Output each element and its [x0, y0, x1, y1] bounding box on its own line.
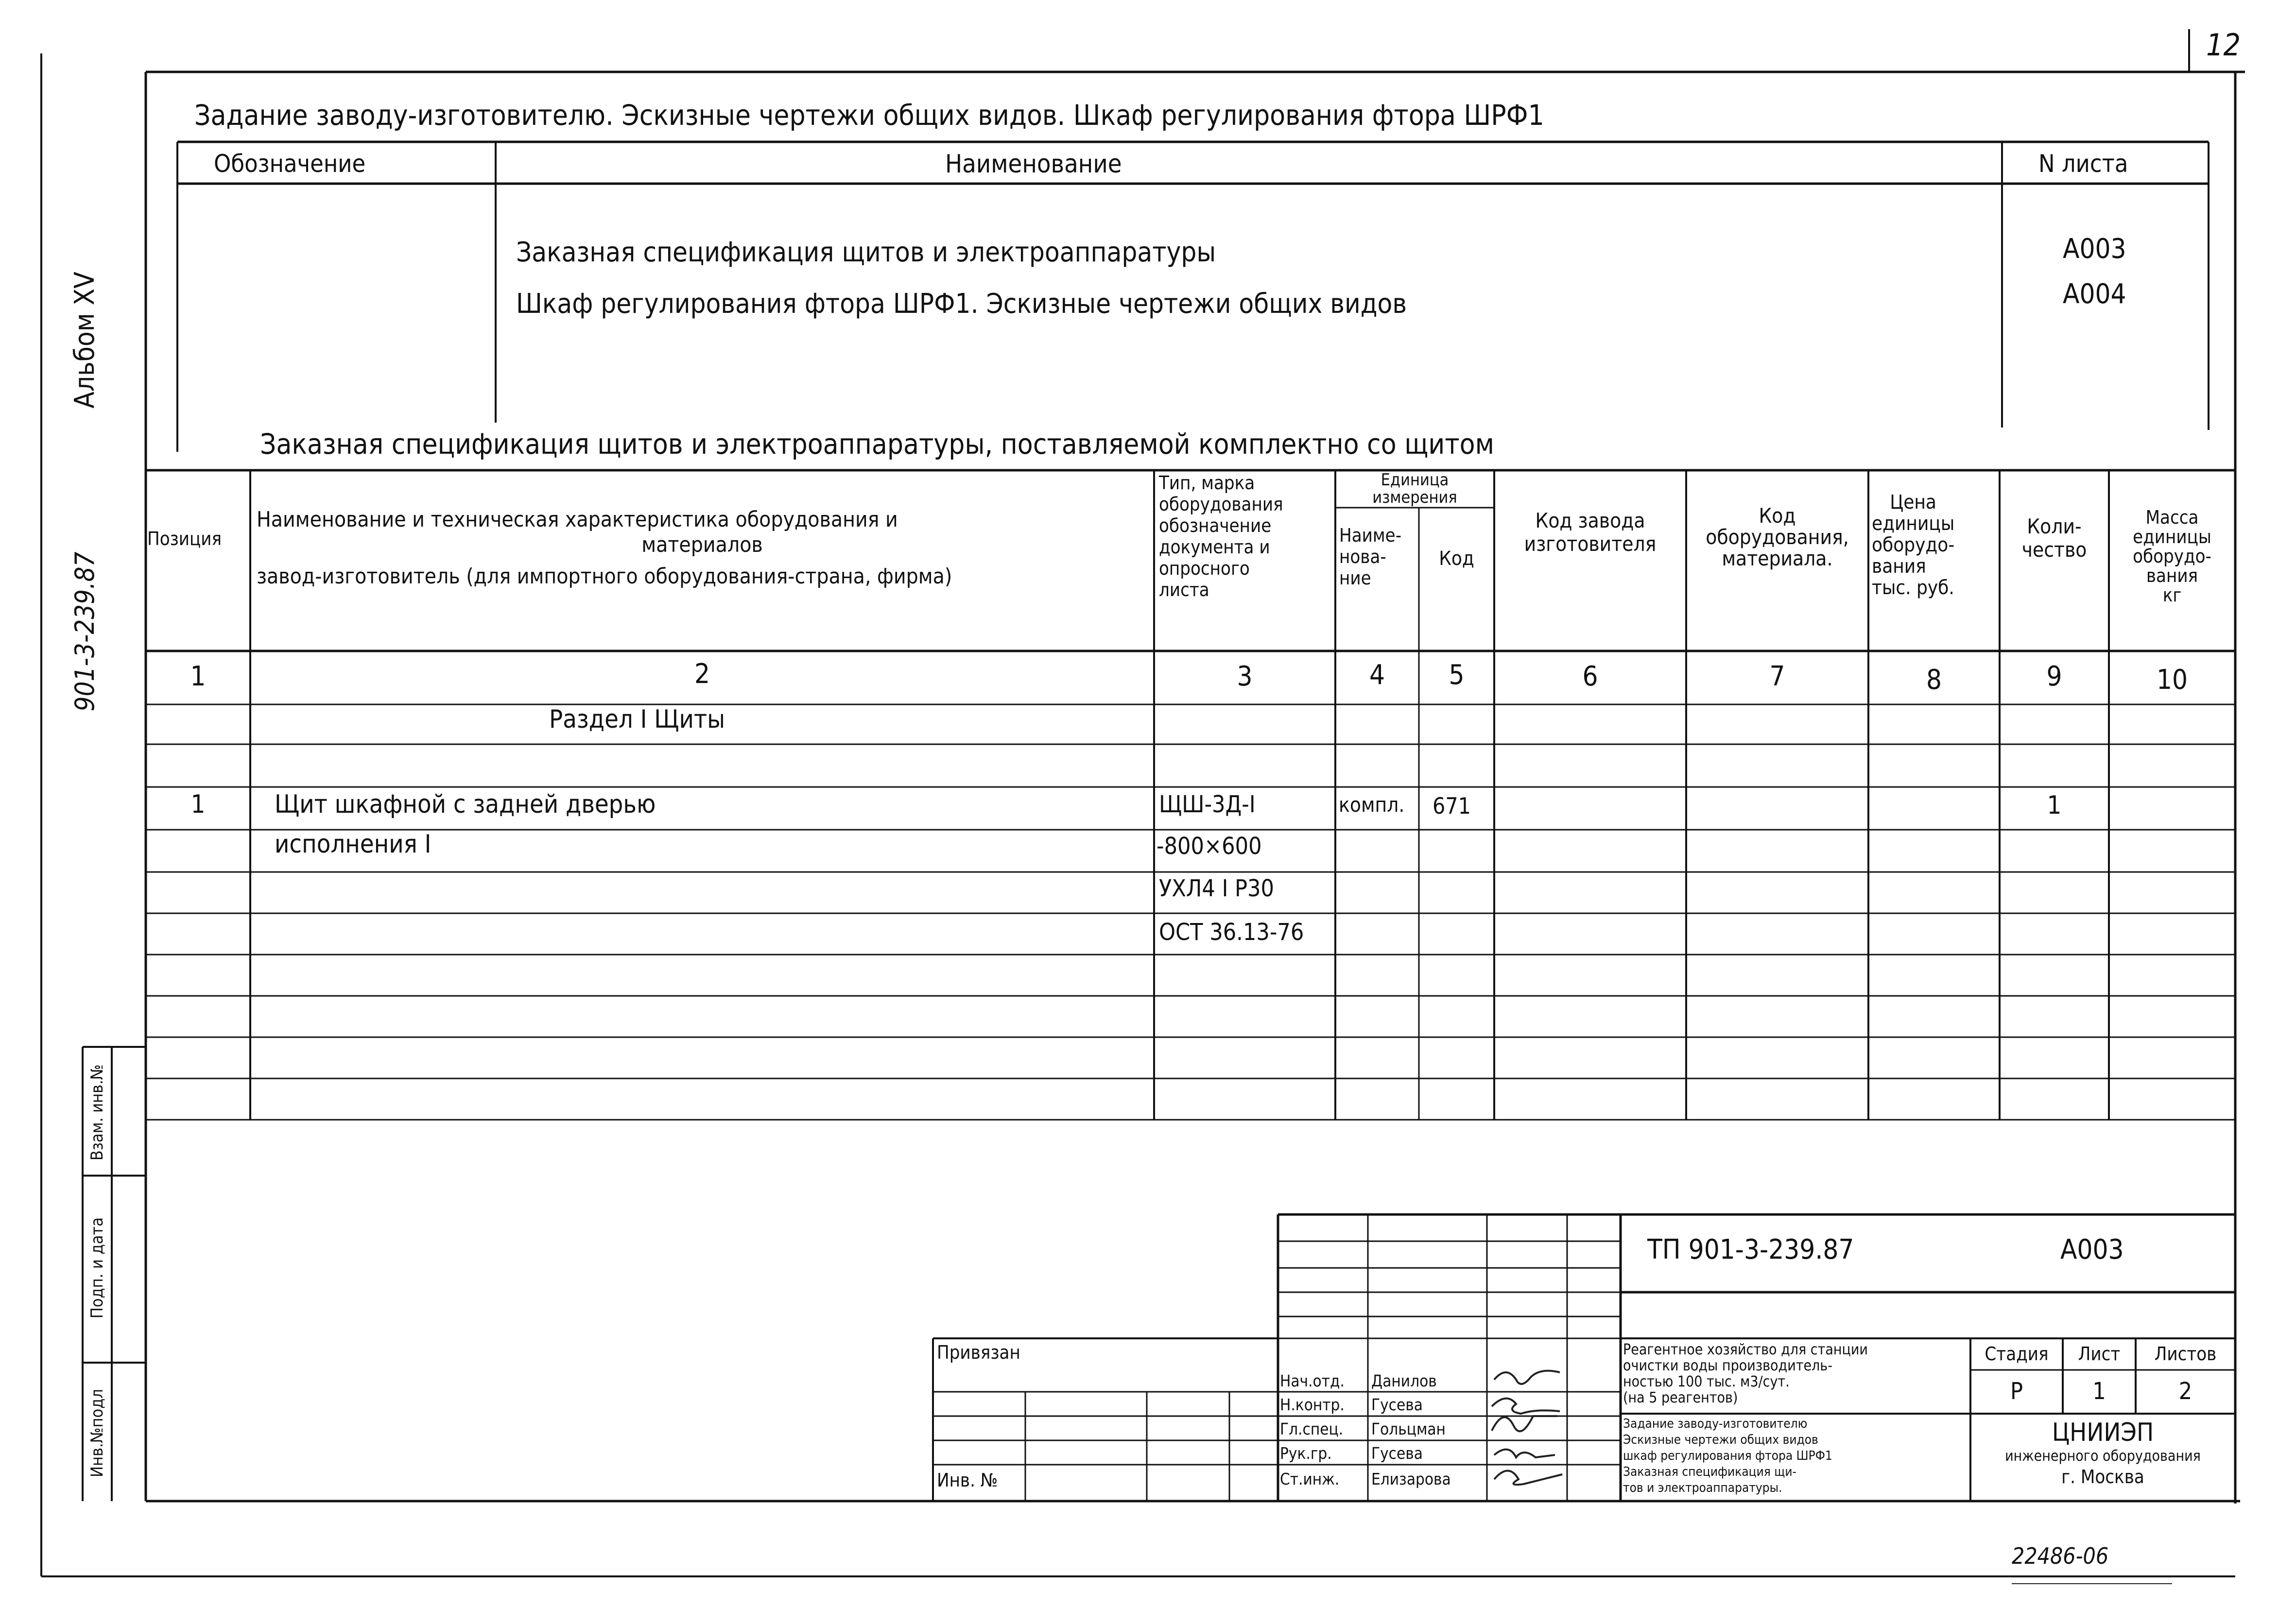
row-3-type: УХЛ4 I Р30 [1159, 875, 1274, 902]
organization: ЦНИИЭП инженерного оборудования г. Москва [2005, 1418, 2201, 1487]
row-1-code: 671 [1433, 793, 1471, 819]
col-header-qty: Коли- чество [2021, 514, 2087, 562]
col-header-name-2: материалов [641, 532, 763, 557]
col-header-name-3: завод-изготовитель (для импортного оборудования-страна, фирма) [257, 564, 952, 589]
margin-label-sign-date: Подп. и дата [87, 1217, 107, 1319]
staff-role-5: Ст.инж. [1280, 1470, 1340, 1488]
col-header-unit-name: Наиме- нова- ние [1339, 525, 1402, 589]
col-header-mass: Масса единицы оборудо- вания кг [2133, 507, 2211, 606]
stage-value: Р [2010, 1378, 2023, 1405]
header-col-designation: Обозначение [214, 150, 366, 178]
col-number-5: 5 [1449, 659, 1465, 691]
col-number-8: 8 [1926, 664, 1942, 696]
margin-label-inv-podl: Инв.№подл [87, 1389, 107, 1477]
stage-label: Стадия [1985, 1343, 2049, 1365]
col-number-4: 4 [1369, 659, 1385, 691]
archive-stamp-number: 22486-06 [2012, 1543, 2109, 1569]
bound-label: Привязан [937, 1342, 1020, 1363]
col-number-3: 3 [1237, 661, 1253, 692]
col-header-unit-group: Единица измерения [1372, 470, 1457, 507]
contents-row-2-name: Шкаф регулирования фтора ШРФ1. Эскизные чертежи общих видов [516, 288, 1407, 320]
row-1-type: ЩШ-3Д-I [1159, 791, 1256, 818]
col-header-position: Позиция [147, 528, 222, 549]
row-1-name: Щит шкафной с задней дверью [275, 790, 656, 819]
col-header-equip-code: Код оборудования, материала. [1706, 504, 1849, 570]
col-number-7: 7 [1769, 661, 1785, 692]
row-1-unit: компл. [1339, 793, 1405, 817]
contents-row-2-sheet: А004 [2063, 278, 2126, 310]
spec-title: Заказная спецификация щитов и электроаппаратуры, поставляемой комплектно со щитом [260, 427, 1494, 461]
project-description: Реагентное хозяйство для станции очистки воды производитель- ностью 100 тыс. м3/сут. (на 5 реагентов) [1623, 1341, 1868, 1406]
staff-role-4: Рук.гр. [1280, 1444, 1332, 1463]
header-col-name: Наименование [945, 150, 1122, 179]
sheets-label: Листов [2154, 1343, 2217, 1365]
signature-4 [1494, 1450, 1555, 1457]
staff-name-1: Данилов [1371, 1371, 1437, 1390]
header-col-sheet: N листа [2038, 150, 2128, 178]
staff-name-2: Гусева [1371, 1395, 1423, 1414]
staff-role-2: Н.контр. [1280, 1395, 1345, 1414]
staff-role-3: Гл.спец. [1280, 1419, 1344, 1438]
document-description: Задание заводу-изготовителю Эскизные чертежи общих видов шкаф регулирования фтора ШРФ1 Заказная спецификация щи- тов и электроаппаратуры. [1623, 1417, 1832, 1495]
col-number-6: 6 [1582, 661, 1598, 692]
staff-name-3: Гольцман [1371, 1419, 1446, 1438]
col-number-10: 10 [2156, 664, 2188, 696]
staff-name-5: Елизарова [1371, 1470, 1451, 1488]
row-2-type: -800×600 [1157, 833, 1262, 860]
doc-code: ТП 901-3-239.87 [1647, 1234, 1854, 1265]
sheet-value: 1 [2092, 1378, 2106, 1405]
margin-label-replaced-inv: Взам. инв.№ [87, 1064, 107, 1161]
col-number-2: 2 [694, 658, 710, 690]
col-header-unit-code: Код [1439, 547, 1474, 570]
contents-row-1-name: Заказная спецификация щитов и электроаппаратуры [516, 237, 1216, 268]
row-2-name: исполнения I [275, 830, 432, 859]
inv-no-label: Инв. № [937, 1470, 998, 1491]
col-header-price: Цена единицы оборудо- вания тыс. руб. [1872, 491, 1955, 599]
row-4-type: ОСТ 36.13-76 [1159, 919, 1304, 946]
signature-2 [1492, 1399, 1560, 1414]
staff-name-4: Гусева [1371, 1444, 1423, 1463]
page-title: Задание заводу-изготовителю. Эскизные чертежи общих видов. Шкаф регулирования фтора ШРФ1 [194, 99, 1544, 132]
col-header-type: Тип, марка оборудования обозначение документа и опросного листа [1159, 472, 1283, 600]
col-header-name-1: Наименование и техническая характеристика оборудования и [257, 507, 898, 532]
row-1-position: 1 [190, 790, 206, 819]
col-header-maker-code: Код завода изготовителя [1524, 509, 1657, 556]
col-number-9: 9 [2046, 661, 2062, 692]
album-label: Альбом XV [69, 272, 101, 409]
page-number: 12 [2206, 27, 2241, 63]
col-number-1: 1 [190, 661, 206, 692]
project-code-vertical: 901-3-239.87 [69, 551, 100, 712]
staff-role-1: Нач.отд. [1280, 1371, 1345, 1390]
sheet-label: Лист [2078, 1343, 2121, 1365]
contents-row-1-sheet: А003 [2063, 233, 2126, 265]
signature-3 [1492, 1416, 1557, 1431]
doc-sheet-code: А003 [2060, 1234, 2124, 1265]
sheets-value: 2 [2178, 1378, 2192, 1405]
signature-1 [1494, 1371, 1560, 1384]
row-1-qty: 1 [2047, 791, 2062, 820]
section-title: Раздел I Щиты [549, 705, 725, 734]
signature-5 [1494, 1471, 1562, 1485]
